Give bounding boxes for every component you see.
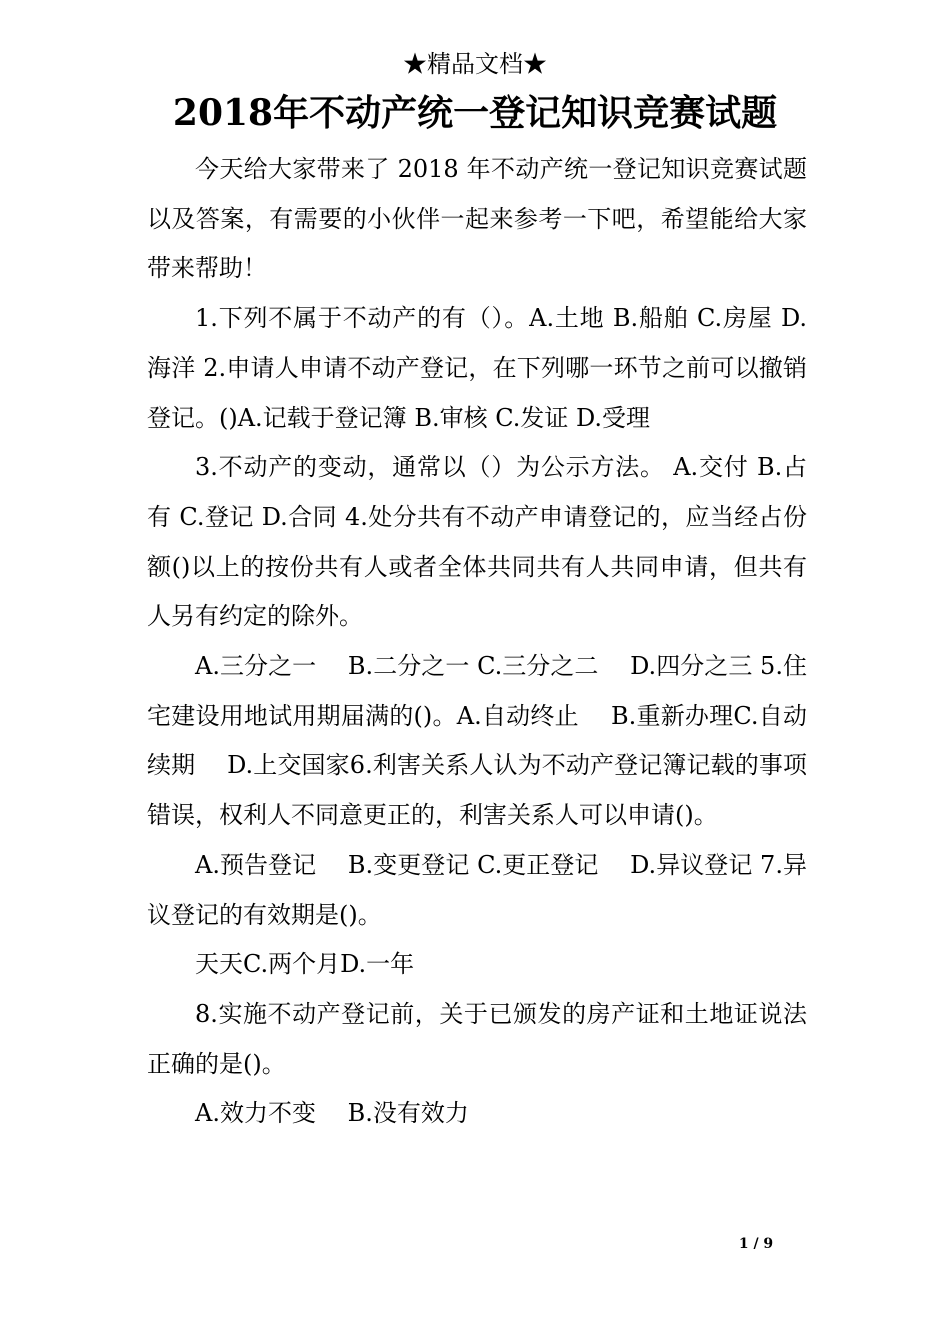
paragraph-questions-4-6: A.三分之一 B.二分之一 C.三分之二 D.四分之三 5.住宅建设用地试用期届满的()。A.自动终止 B.重新办理C.自动续期 D.上交国家6.利害关系人认为不动产登记簿记载的事项错误，权利人不同意更正的，利害关系人可以申请()。 [147,652,807,830]
page-number: 1 / 9 [738,1236,774,1252]
document-body [147,145,807,1139]
header-mark: ★精品文档★ [403,50,547,78]
paragraph-questions-6-7: A.预告登记 B.变更登记 C.更正登记 D.异议登记 7.异议登记的有效期是()。 [147,850,807,929]
paragraph-question-7-options: 天天C.两个月D.一年 [195,950,415,979]
paragraph-questions-3-4: 3.不动产的变动，通常以（）为公示方法。 A.交付 B.占有 C.登记 D.合同 4.处分共有不动产申请登记的，应当经占份额()以上的按份共有人或者全体共同共有人共同申请，但共有人另有约定的除外。 [147,453,807,631]
paragraph-question-8-options: A.效力不变 B.没有效力 [195,1099,469,1128]
document-title: 2018年不动产统一登记知识竞赛试题 [172,92,778,134]
paragraph-intro: 今天给大家带来了 2018 年不动产统一登记知识竞赛试题以及答案，有需要的小伙伴一起来参考一下吧，希望能给大家带来帮助！ [147,155,807,283]
paragraph-question-8: 8.实施不动产登记前，关于已颁发的房产证和土地证说法正确的是()。 [147,999,807,1078]
paragraph-questions-1-2: 1.下列不属于不动产的有（）。A.土地 B.船舶 C.房屋 D.海洋 2.申请人申请不动产登记，在下列哪一环节之前可以撤销登记。()A.记载于登记簿 B.审核 C.发证 D.受理 [147,304,807,432]
